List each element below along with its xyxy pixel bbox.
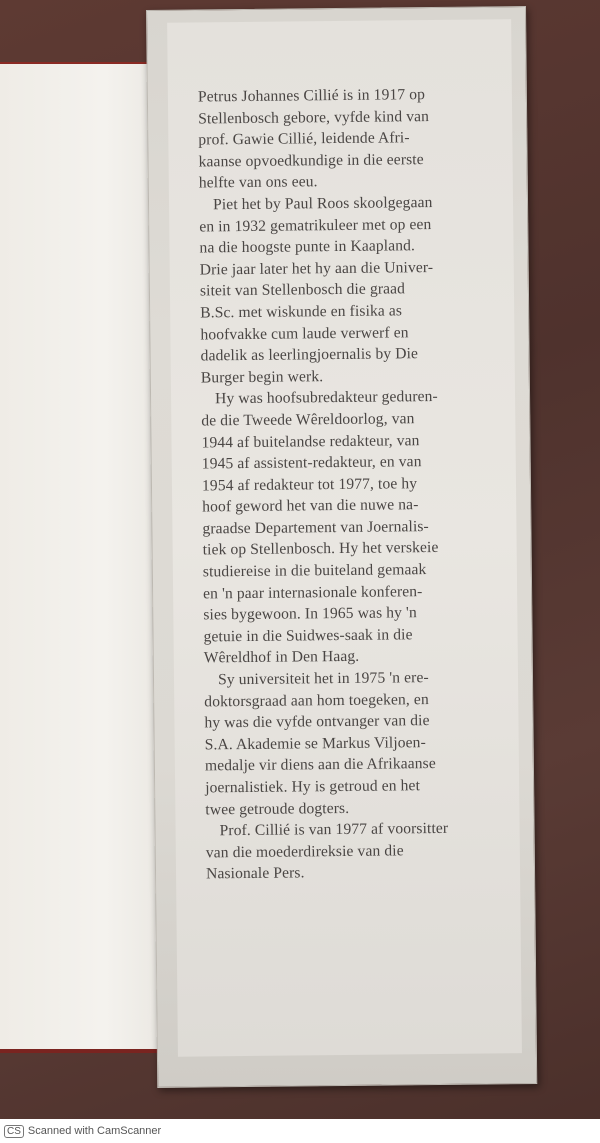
text-line: studiereise in die buiteland gemaak [202,561,427,581]
text-line: S.A. Akademie se Markus Viljoen- [204,733,426,754]
text-line: Hy was hoofsubredakteur geduren- [214,388,438,408]
text-line: sies bygewoon. In 1965 was hy 'n [203,604,417,624]
text-line: helfte van ons eeu. [198,173,318,192]
text-line: kaanse opvoedkundige in die eerste [198,150,424,171]
text-line: doktorsgraad aan hom toegeken, en [204,690,429,711]
text-line: hoof geword het van die nuwe na- [202,496,419,516]
text-line: prof. Gawie Cillié, leidende Afri- [198,129,410,149]
camscanner-logo-icon: CS [4,1125,24,1138]
text-line: Stellenbosch gebore, vyfde kind van [198,107,430,128]
text-line: Burger begin werk. [200,367,324,387]
text-line: twee getroude dogters. [205,799,350,819]
text-line: medalje vir diens aan die Afrikaanse [204,755,436,775]
text-line: Prof. Cillié is van 1977 af voorsitter [219,820,449,840]
text-line: siteit van Stellenbosch die graad [199,280,406,300]
text-line: en 'n paar internasionale konferen- [203,582,423,603]
text-line: 1944 af buitelandse redakteur, van [201,431,420,451]
author-biography [198,83,506,885]
text-line: en in 1932 gematrikuleer met op een [199,215,432,236]
text-line: Nasionale Pers. [205,864,305,883]
text-line: Sy universiteit het in 1975 'n ere- [217,669,429,689]
scanner-watermark-text: Scanned with CamScanner [27,1125,162,1137]
dust-jacket-flap [146,6,537,1088]
text-line: 1945 af assistent-redakteur, en van [201,453,422,473]
text-line: hy was die vyfde ontvanger van die [204,712,430,732]
text-line: graadse Departement van Joernalis- [202,517,429,538]
text-line: Wêreldhof in Den Haag. [203,648,360,667]
text-line: de die Tweede Wêreldoorlog, van [201,410,415,430]
text-line: na die hoogste punte in Kaapland. [199,237,416,257]
text-line: dadelik as leerlingjoernalis by Die [200,345,419,365]
text-line: joernalistiek. Hy is getroud en het [205,777,421,797]
scanner-footer [0,1119,600,1143]
text-line: Piet het by Paul Roos skoolgegaan [212,193,433,214]
text-line: 1954 af redakteur tot 1977, toe hy [201,474,418,495]
text-line: hoofvakke cum laude verwerf en [200,323,409,343]
text-line: van die moederdireksie van die [205,842,404,862]
text-line: tiek op Stellenbosch. Hy het verskeie [202,539,439,559]
text-line: Drie jaar later het hy aan die Univer- [199,258,434,279]
text-line: B.Sc. met wiskunde en fisika as [200,302,403,322]
text-line: Petrus Johannes Cillié is in 1917 op [197,86,426,106]
text-line: getuie in die Suidwes-saak in die [203,626,413,646]
